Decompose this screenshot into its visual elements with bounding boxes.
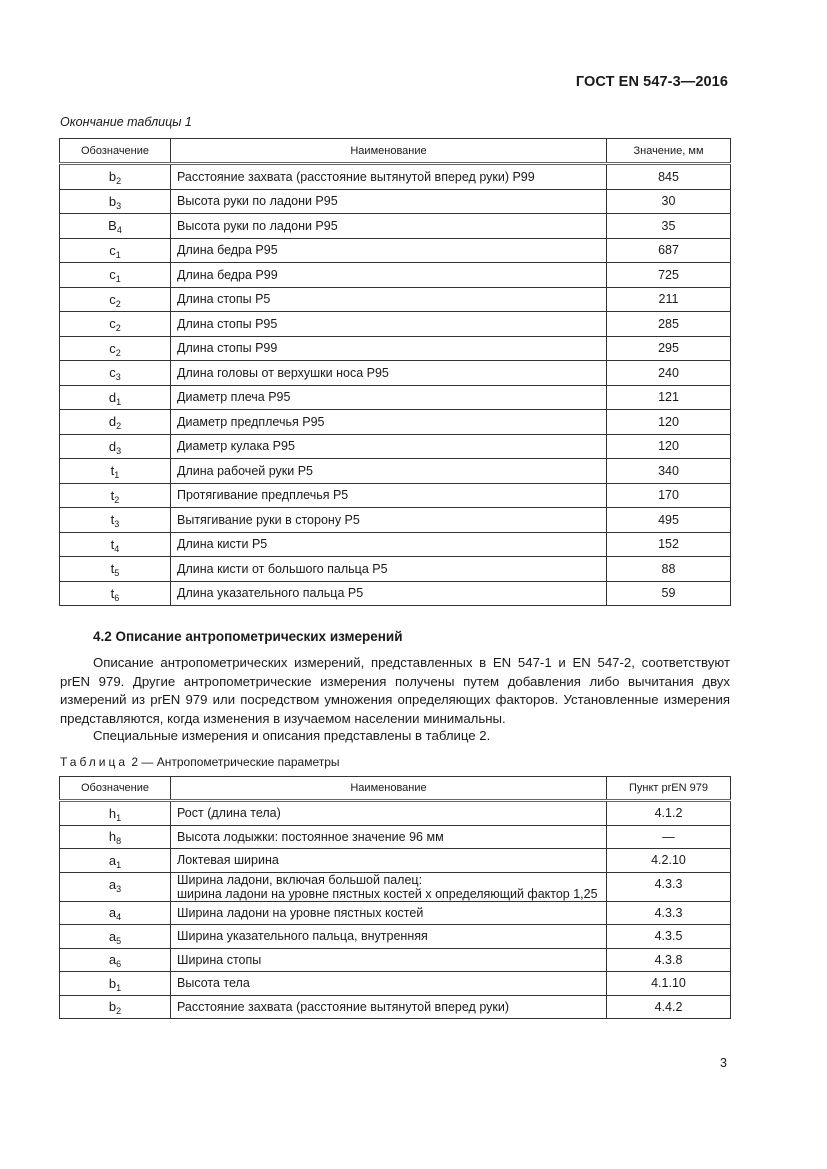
symbol-subscript: 8 [116,836,122,847]
name-cell [171,263,607,288]
table2-body [60,801,731,1019]
name-cell [171,557,607,582]
value-cell: 495 [607,508,731,533]
table-row [60,825,731,849]
col-header-name: Наименование [171,777,607,801]
symbol-subscript: 1 [116,982,122,993]
symbol-subscript: 4 [116,225,122,236]
symbol-letter: t [110,561,115,577]
reference-cell: 4.3.3 [607,901,731,925]
symbol-letter: c [109,267,116,283]
name-text: Длина кисти P5 [177,537,268,552]
name-cell [171,189,607,214]
value-cell: 120 [607,434,731,459]
symbol-letter: a [108,905,117,921]
symbol-letter: d [108,389,117,405]
value-cell: 35 [607,214,731,239]
symbol-cell [60,238,171,263]
name-cell [171,336,607,361]
name-text: Расстояние захвата (расстояние вытянутой вперед руки) P99 [177,169,535,184]
name-cell [171,434,607,459]
name-cell [171,995,607,1019]
symbol-letter: d [108,414,117,430]
symbol-letter: B [108,218,117,234]
table-row [60,801,731,826]
symbol-subscript: 1 [116,812,122,823]
symbol-letter: h [108,829,117,845]
symbol-cell [60,557,171,582]
symbol-subscript: 1 [115,274,121,285]
value-cell: 687 [607,238,731,263]
table1-continuation-caption: Окончание таблицы 1 [60,115,192,129]
symbol-subscript: 4 [114,543,120,554]
value-cell: 211 [607,287,731,312]
name-cell [171,872,607,901]
symbol-cell [60,385,171,410]
symbol-cell [60,189,171,214]
symbol-cell [60,312,171,337]
page-number: 3 [720,1056,727,1070]
value-cell: 725 [607,263,731,288]
table-row [60,164,731,190]
symbol-cell [60,483,171,508]
symbol-letter: c [109,242,116,258]
symbol-cell [60,995,171,1019]
value-cell: 30 [607,189,731,214]
table-row [60,361,731,386]
symbol-cell [60,801,171,826]
symbol-cell [60,361,171,386]
symbol-cell [60,508,171,533]
name-cell [171,901,607,925]
table-row [60,508,731,533]
name-text: Длина стопы P95 [177,316,278,331]
name-cell [171,483,607,508]
table-row [60,459,731,484]
table-row [60,214,731,239]
table-row [60,483,731,508]
symbol-letter: c [109,365,116,381]
name-cell [171,238,607,263]
table-row [60,434,731,459]
name-text: Высота руки по ладони P95 [177,218,338,233]
table2-header-row [60,777,731,801]
value-cell: 285 [607,312,731,337]
symbol-letter: t [110,463,115,479]
symbol-letter: a [108,852,117,868]
reference-cell: 4.2.10 [607,849,731,873]
reference-cell: 4.3.8 [607,948,731,972]
name-text: Высота руки по ладони P95 [177,194,338,209]
symbol-cell [60,263,171,288]
name-cell [171,410,607,435]
name-text: Длина бедра P99 [177,267,278,282]
symbol-cell [60,948,171,972]
symbol-letter: t [110,512,115,528]
symbol-letter: c [109,291,116,307]
name-cell [171,948,607,972]
table-row [60,385,731,410]
reference-cell: 4.4.2 [607,995,731,1019]
table2-title-text: 2 — Антропометрические параметры [131,755,340,769]
value-cell: 845 [607,164,731,190]
value-cell: 340 [607,459,731,484]
symbol-cell [60,164,171,190]
reference-cell: 4.1.10 [607,972,731,996]
name-cell [171,532,607,557]
name-cell [171,508,607,533]
symbol-letter: b [108,999,117,1015]
symbol-subscript: 6 [114,592,120,603]
symbol-subscript: 2 [114,494,120,505]
value-cell: 295 [607,336,731,361]
value-cell: 170 [607,483,731,508]
symbol-subscript: 3 [115,372,121,383]
value-cell: 121 [607,385,731,410]
name-text: Диаметр предплечья P95 [177,414,325,429]
symbol-letter: t [110,536,115,552]
name-cell [171,825,607,849]
document-code: ГОСТ EN 547-3—2016 [575,74,728,90]
symbol-cell [60,214,171,239]
name-text: Ширина ладони на уровне пястных костей [177,905,424,920]
paragraph: Специальные измерения и описания представлены в таблице 2. [93,728,491,743]
symbol-subscript: 5 [114,568,120,579]
table-row [60,336,731,361]
name-text: Длина кисти от большого пальца P5 [177,561,388,576]
table-row [60,872,731,901]
symbol-letter: c [109,316,116,332]
symbol-subscript: 2 [115,347,121,358]
symbol-subscript: 2 [115,323,121,334]
symbol-subscript: 3 [116,883,122,894]
table-row [60,410,731,435]
name-cell [171,385,607,410]
symbol-letter: h [108,805,117,821]
name-text: Длина стопы P99 [177,341,278,356]
name-text: Длина рабочей руки P5 [177,463,314,478]
name-cell [171,287,607,312]
col-header-reference: Пункт prEN 979 [607,777,731,801]
table-row [60,901,731,925]
symbol-cell [60,901,171,925]
value-cell: 152 [607,532,731,557]
symbol-subscript: 2 [115,298,121,309]
name-text: Высота тела [177,976,250,991]
symbol-letter: b [108,193,117,209]
name-text: Локтевая ширина [177,853,279,868]
symbol-subscript: 1 [116,859,122,870]
name-text: Рост (длина тела) [177,806,281,821]
name-text-line2: ширина ладони на уровне пястных костей х определяющий фактор 1,25 [177,886,598,901]
table-row [60,972,731,996]
name-cell [171,801,607,826]
table2-title [60,755,340,769]
value-cell: 120 [607,410,731,435]
symbol-cell [60,532,171,557]
symbol-subscript: 3 [116,445,122,456]
table-row [60,995,731,1019]
symbol-subscript: 2 [116,1006,122,1017]
table1 [59,138,731,606]
symbol-cell [60,872,171,901]
name-cell [171,459,607,484]
col-header-name: Наименование [171,139,607,164]
name-cell [171,214,607,239]
table-row [60,312,731,337]
symbol-subscript: 3 [114,519,120,530]
symbol-subscript: 2 [116,176,122,187]
value-cell: 240 [607,361,731,386]
section-heading: 4.2 Описание антропометрических измерений [93,629,403,644]
table-row [60,287,731,312]
symbol-cell [60,849,171,873]
paragraph: Описание антропометрических измерений, представленных в EN 547-1 и EN 547-2, соответствуют prEN 979. Другие антропометрические измерения получены путем добавления либо вычитания двух измерений из prEN 979 или посредством умножения определяющих факторов. Установленные измерения представляются, когда изменения в изучаемом населении минимальны. [60,655,730,726]
symbol-subscript: 6 [116,959,122,970]
name-text: Высота лодыжки: постоянное значение 96 мм [177,829,444,844]
symbol-cell [60,434,171,459]
symbol-subscript: 1 [114,470,120,481]
name-text: Диаметр кулака P95 [177,439,295,454]
name-text: Ширина указательного пальца, внутренняя [177,929,428,944]
table-row [60,925,731,949]
symbol-subscript: 1 [116,396,122,407]
name-cell [171,312,607,337]
symbol-cell [60,459,171,484]
name-text: Вытягивание руки в сторону P5 [177,512,360,527]
symbol-cell [60,825,171,849]
symbol-letter: t [110,487,115,503]
name-text: Ширина ладони, включая большой палец: [177,872,423,887]
reference-cell: 4.3.3 [607,872,731,901]
symbol-subscript: 5 [116,935,122,946]
symbol-cell [60,581,171,606]
table-row [60,948,731,972]
table-row [60,263,731,288]
table-row [60,238,731,263]
col-header-value: Значение, мм [607,139,731,164]
reference-cell: 4.1.2 [607,801,731,826]
symbol-cell [60,287,171,312]
table-row [60,189,731,214]
symbol-letter: b [108,975,117,991]
table1-body [60,164,731,606]
symbol-subscript: 1 [115,249,121,260]
symbol-cell [60,410,171,435]
symbol-letter: c [109,340,116,356]
table-row [60,557,731,582]
table-row [60,581,731,606]
symbol-subscript: 4 [116,912,122,923]
name-text: Длина стопы P5 [177,292,271,307]
table-row [60,849,731,873]
col-header-symbol: Обозначение [60,777,171,801]
name-text: Диаметр плеча P95 [177,390,291,405]
name-text: Протягивание предплечья P5 [177,488,349,503]
symbol-letter: a [108,876,117,892]
symbol-letter: d [108,438,117,454]
name-cell [171,361,607,386]
col-header-symbol: Обозначение [60,139,171,164]
name-text: Длина бедра P95 [177,243,278,258]
symbol-cell [60,336,171,361]
symbol-subscript: 3 [116,200,122,211]
table2 [59,776,731,1019]
table1-header-row [60,139,731,164]
value-cell: 88 [607,557,731,582]
name-cell [171,925,607,949]
name-cell [171,849,607,873]
value-cell: 59 [607,581,731,606]
name-text: Длина головы от верхушки носа P95 [177,365,389,380]
name-cell [171,164,607,190]
table-row [60,532,731,557]
name-text: Ширина стопы [177,952,262,967]
name-text: Длина указательного пальца P5 [177,586,364,601]
symbol-letter: t [110,585,115,601]
name-text: Расстояние захвата (расстояние вытянутой вперед руки) [177,999,509,1014]
symbol-subscript: 2 [116,421,122,432]
symbol-letter: a [108,952,117,968]
reference-cell: — [607,825,731,849]
symbol-cell [60,972,171,996]
symbol-letter: a [108,928,117,944]
name-cell [171,972,607,996]
name-cell [171,581,607,606]
symbol-letter: b [108,169,117,185]
reference-cell: 4.3.5 [607,925,731,949]
table2-title-word: Таблица [60,755,129,769]
symbol-cell [60,925,171,949]
